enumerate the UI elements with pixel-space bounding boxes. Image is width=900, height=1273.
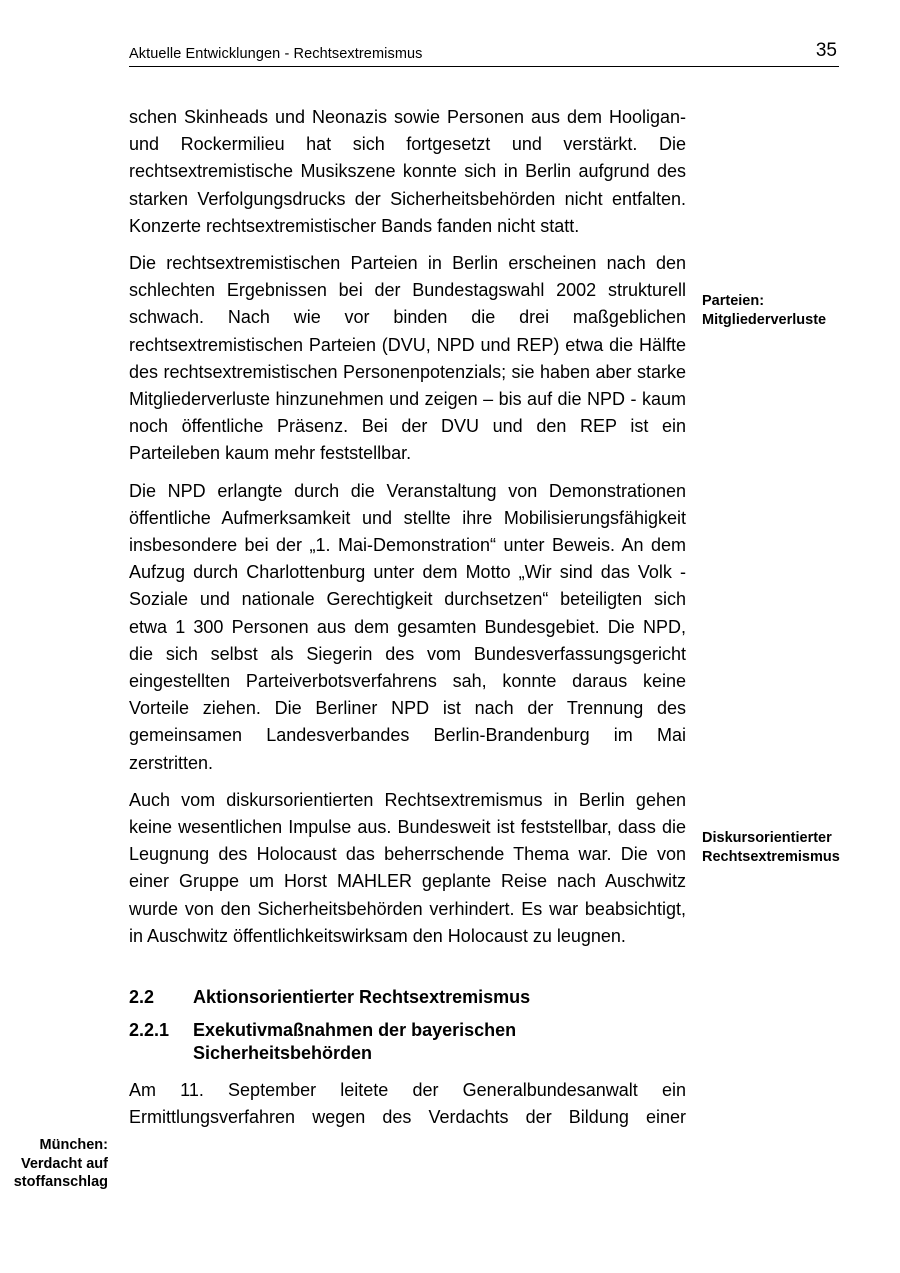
running-header-title: Aktuelle Entwicklungen - Rechtsextremismus — [129, 46, 423, 62]
margin-note-line: stoffanschlag — [13, 1174, 108, 1190]
section-heading — [129, 986, 686, 1009]
margin-note-line: Verdacht auf — [20, 1155, 108, 1172]
paragraph-diskurs: Auch vom diskursorientierten Rechtsextremismus in Berlin gehen keine wesentlichen Impulse aus. Bundesweit ist feststellbar, dass die Leugnung des Holocaust das beherrschende Thema war. Die von einer Gruppe um Horst MAHLER geplante Reise nach Auschwitz wurde von den Sicherheitsbehörden verhindert. Es war beabsichtigt, in Auschwitz öffentlichkeitswirksam den Holocaust zu leugnen. — [129, 789, 686, 946]
margin-note-line: Mitgliederverluste — [702, 311, 827, 328]
section-number: 2.2 — [129, 987, 155, 1008]
subsection-number: 2.2.1 — [129, 1020, 170, 1041]
margin-note-line: Parteien: — [702, 293, 765, 309]
paragraph-parteien: Die rechtsextremistischen Parteien in Berlin erscheinen nach den schlechten Ergebnissen bei der Bundestagswahl 2002 strukturell schwach. Nach wie vor binden die drei maßgeblichen rechtsextremistischen Parteien (DVU, NPD und REP) etwa die Hälfte des rechtsextremistischen Personenpotenzials; sie haben aber starke Mitgliederverluste hinzunehmen und zeigen – bis auf die NPD - kaum noch öffentliche Präsenz. Bei der DVU und den REP ist ein Parteileben kaum mehr feststellbar. — [129, 253, 686, 464]
margin-note-parteien — [702, 292, 826, 329]
subsection-heading — [129, 1019, 676, 1065]
main-text-column — [129, 104, 686, 1142]
paragraph-skinheads: schen Skinheads und Neonazis sowie Personen aus dem Hooligan- und Rockermilieu hat sich fortgesetzt und verstärkt. Die rechtsextremistische Musikszene konnte sich in Berlin aufgrund des starken Verfolgungsdrucks der Sicherheitsbehörden nicht entfalten. Konzerte rechtsextremistischer Bands fanden nicht statt. — [129, 107, 686, 236]
page-header — [129, 40, 839, 67]
margin-note-line: Rechtsextremismus — [702, 848, 840, 865]
subsection-title: Exekutivmaßnahmen der bayerischen Sicherheitsbehörden — [193, 1020, 517, 1064]
section-title: Aktionsorientierter Rechtsextremismus — [193, 987, 531, 1008]
margin-note-diskurs — [702, 829, 840, 866]
paragraph-ermittlungsverfahren: Am 11. September leitete der Generalbundesanwalt ein Ermittlungsverfahren wegen des Verdachts der Bildung einer — [129, 1080, 686, 1128]
margin-note-line: München: — [39, 1137, 108, 1153]
margin-note-muenchen — [14, 1136, 108, 1192]
paragraph-npd: Die NPD erlangte durch die Veranstaltung von Demonstrationen öffentliche Aufmerksamkeit und stellte ihre Mobilisierungsfähigkeit insbesondere bei der „1. Mai-Demonstration“ unter Beweis. An dem Aufzug durch Charlottenburg unter dem Motto „Wir sind das Volk - Soziale und nationale Gerechtigkeit durchsetzen“ beteiligten sich etwa 1 300 Personen aus dem gesamten Bundesgebiet. Die NPD, die sich selbst als Siegerin des vom Bundesverfassungsgericht eingestellten Parteiverbotsverfahrens sah, konnte daraus keine Vorteile ziehen. Die Berliner NPD ist nach der Trennung des gemeinsamen Landesverbandes Berlin-Brandenburg im Mai zerstritten. — [129, 480, 686, 773]
margin-note-line: Diskursorientierter — [702, 830, 832, 846]
page-number: 35 — [815, 40, 837, 61]
